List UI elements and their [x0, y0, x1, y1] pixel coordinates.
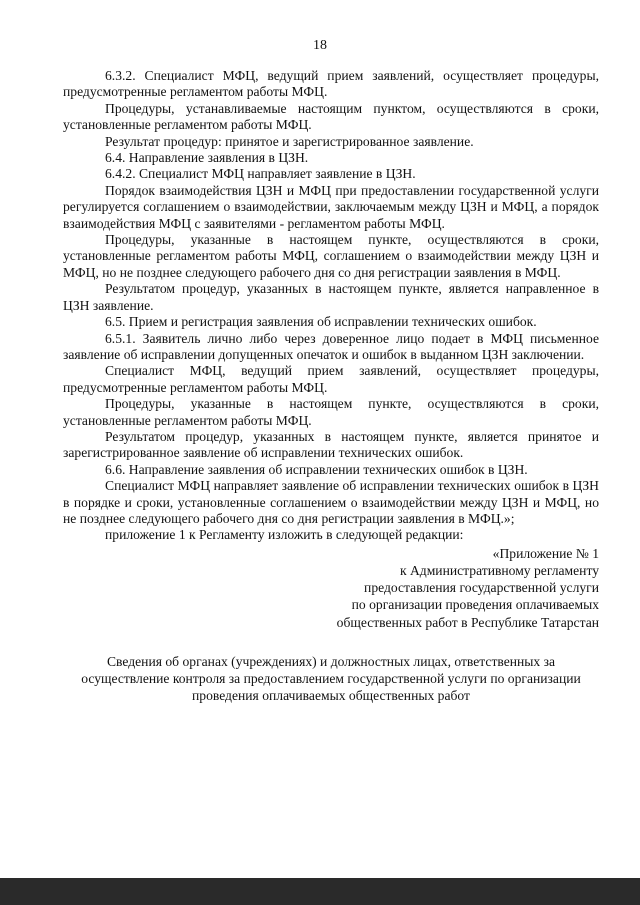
- appendix-line: «Приложение № 1: [492, 545, 599, 561]
- appendix-line: к Административному регламенту: [399, 562, 599, 578]
- paragraph: 6.5. Прием и регистрация заявления об исправлении технических ошибок.: [105, 314, 537, 330]
- paragraph: 6.6. Направление заявления об исправлении технических ошибок в ЦЗН.: [105, 461, 528, 477]
- section-title: Сведения об органах (учреждениях) и должностных лицах, ответственных за осуществление контроля за предоставлением государственной услуги по организации проведения оплачиваемых общественных работ: [81, 653, 581, 703]
- document-body: [63, 68, 599, 704]
- paragraph: Специалист МФЦ, ведущий прием заявлений, осуществляет процедуры, предусмотренные регламентом работы МФЦ.: [63, 363, 599, 395]
- paragraph: приложение 1 к Регламенту изложить в следующей редакции:: [105, 527, 464, 543]
- appendix-line: общественных работ в Республике Татарстан: [336, 614, 599, 630]
- appendix-header: [63, 545, 599, 631]
- paragraph: 6.4. Направление заявления в ЦЗН.: [105, 150, 309, 166]
- appendix-line: по организации проведения оплачиваемых: [351, 597, 599, 613]
- paragraph: Процедуры, указанные в настоящем пункте, осуществляются в сроки, установленные регламентом работы МФЦ, соглашением о взаимодействии между ЦЗН и МФЦ, но не позднее следующего рабочего дня со дня регистрации заявления в МФЦ.: [63, 232, 599, 280]
- scan-bottom-edge: [0, 878, 640, 905]
- appendix-line: предоставления государственной услуги: [364, 580, 599, 596]
- paragraph: Специалист МФЦ направляет заявление об исправлении технических ошибок в ЦЗН в порядке и сроки, установленные соглашением о взаимодействии между ЦЗН и МФЦ, но не позднее следующего рабочего дня со дня регистрации заявления в МФЦ.»;: [63, 478, 599, 526]
- page-number: 18: [313, 38, 327, 53]
- paragraph: Результатом процедур, указанных в настоящем пункте, является направленное в ЦЗН заявление.: [63, 281, 599, 313]
- paragraph: Процедуры, указанные в настоящем пункте, осуществляются в сроки, установленные регламентом работы МФЦ.: [63, 396, 599, 428]
- paragraph: Результат процедур: принятое и зарегистрированное заявление.: [105, 133, 474, 149]
- paragraph: Порядок взаимодействия ЦЗН и МФЦ при предоставлении государственной услуги регулируется соглашением о взаимодействии, заключаемым между ЦЗН и МФЦ, а порядок взаимодействия МФЦ с заявителями - регламентом работы МФЦ.: [63, 182, 599, 231]
- paragraph: 6.4.2. Специалист МФЦ направляет заявление в ЦЗН.: [105, 166, 416, 182]
- paragraph: Результатом процедур, указанных в настоящем пункте, является принятое и зарегистрированное заявление об исправлении технических ошибок.: [63, 428, 599, 461]
- paragraph: 6.3.2. Специалист МФЦ, ведущий прием заявлений, осуществляет процедуры, предусмотренные регламентом работы МФЦ.: [63, 68, 599, 100]
- paragraph: Процедуры, устанавливаемые настоящим пунктом, осуществляются в сроки, установленные регламентом работы МФЦ.: [63, 100, 599, 133]
- paragraph: 6.5.1. Заявитель лично либо через доверенное лицо подает в МФЦ письменное заявление об исправлении допущенных опечаток и ошибок в выданном ЦЗН заключении.: [63, 330, 599, 362]
